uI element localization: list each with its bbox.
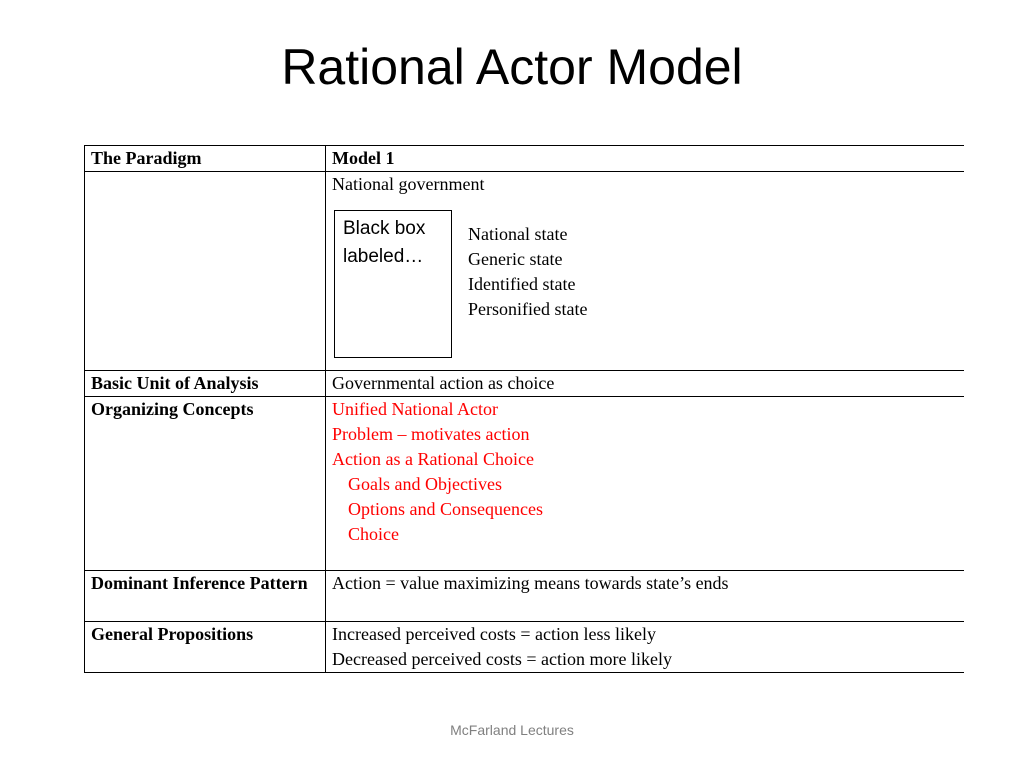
black-box-cell <box>326 172 965 371</box>
concepts-label: Organizing Concepts <box>85 397 326 571</box>
concept-sub-item: Choice <box>348 524 399 544</box>
model-header: Model 1 <box>326 146 965 172</box>
concept-item: Problem – motivates action <box>332 424 530 444</box>
unit-label: Basic Unit of Analysis <box>85 371 326 397</box>
state-item: National state <box>468 224 568 244</box>
propositions-label: General Propositions <box>85 622 326 673</box>
concept-item: Unified National Actor <box>332 399 498 419</box>
concept-sub-item: Goals and Objectives <box>348 474 502 494</box>
proposition-item: Decreased perceived costs = action more likely <box>332 649 673 669</box>
state-item: Personified state <box>468 299 588 319</box>
concept-item: Action as a Rational Choice <box>332 449 534 469</box>
paradigm-table <box>84 145 964 673</box>
unit-row <box>85 371 965 397</box>
state-item: Identified state <box>468 274 576 294</box>
propositions-value <box>326 622 965 673</box>
black-box-diagram: Black box labeled… <box>334 210 452 358</box>
concept-sub-item: Options and Consequences <box>348 499 543 519</box>
inference-row <box>85 571 965 622</box>
propositions-row <box>85 622 965 673</box>
concepts-row <box>85 397 965 571</box>
proposition-item: Increased perceived costs = action less likely <box>332 624 657 644</box>
unit-value: Governmental action as choice <box>326 371 965 397</box>
inference-value: Action = value maximizing means towards state’s ends <box>326 571 965 622</box>
national-government-text: National government <box>332 174 485 194</box>
state-list <box>468 222 587 322</box>
black-box-row <box>85 172 965 371</box>
slide-title: Rational Actor Model <box>281 39 743 95</box>
concepts-value <box>326 397 965 571</box>
state-item: Generic state <box>468 249 563 269</box>
slide-footer: McFarland Lectures <box>450 722 574 738</box>
table-header-row <box>85 146 965 172</box>
paradigm-header: The Paradigm <box>85 146 326 172</box>
empty-label-cell <box>85 172 326 371</box>
inference-label: Dominant Inference Pattern <box>85 571 326 622</box>
